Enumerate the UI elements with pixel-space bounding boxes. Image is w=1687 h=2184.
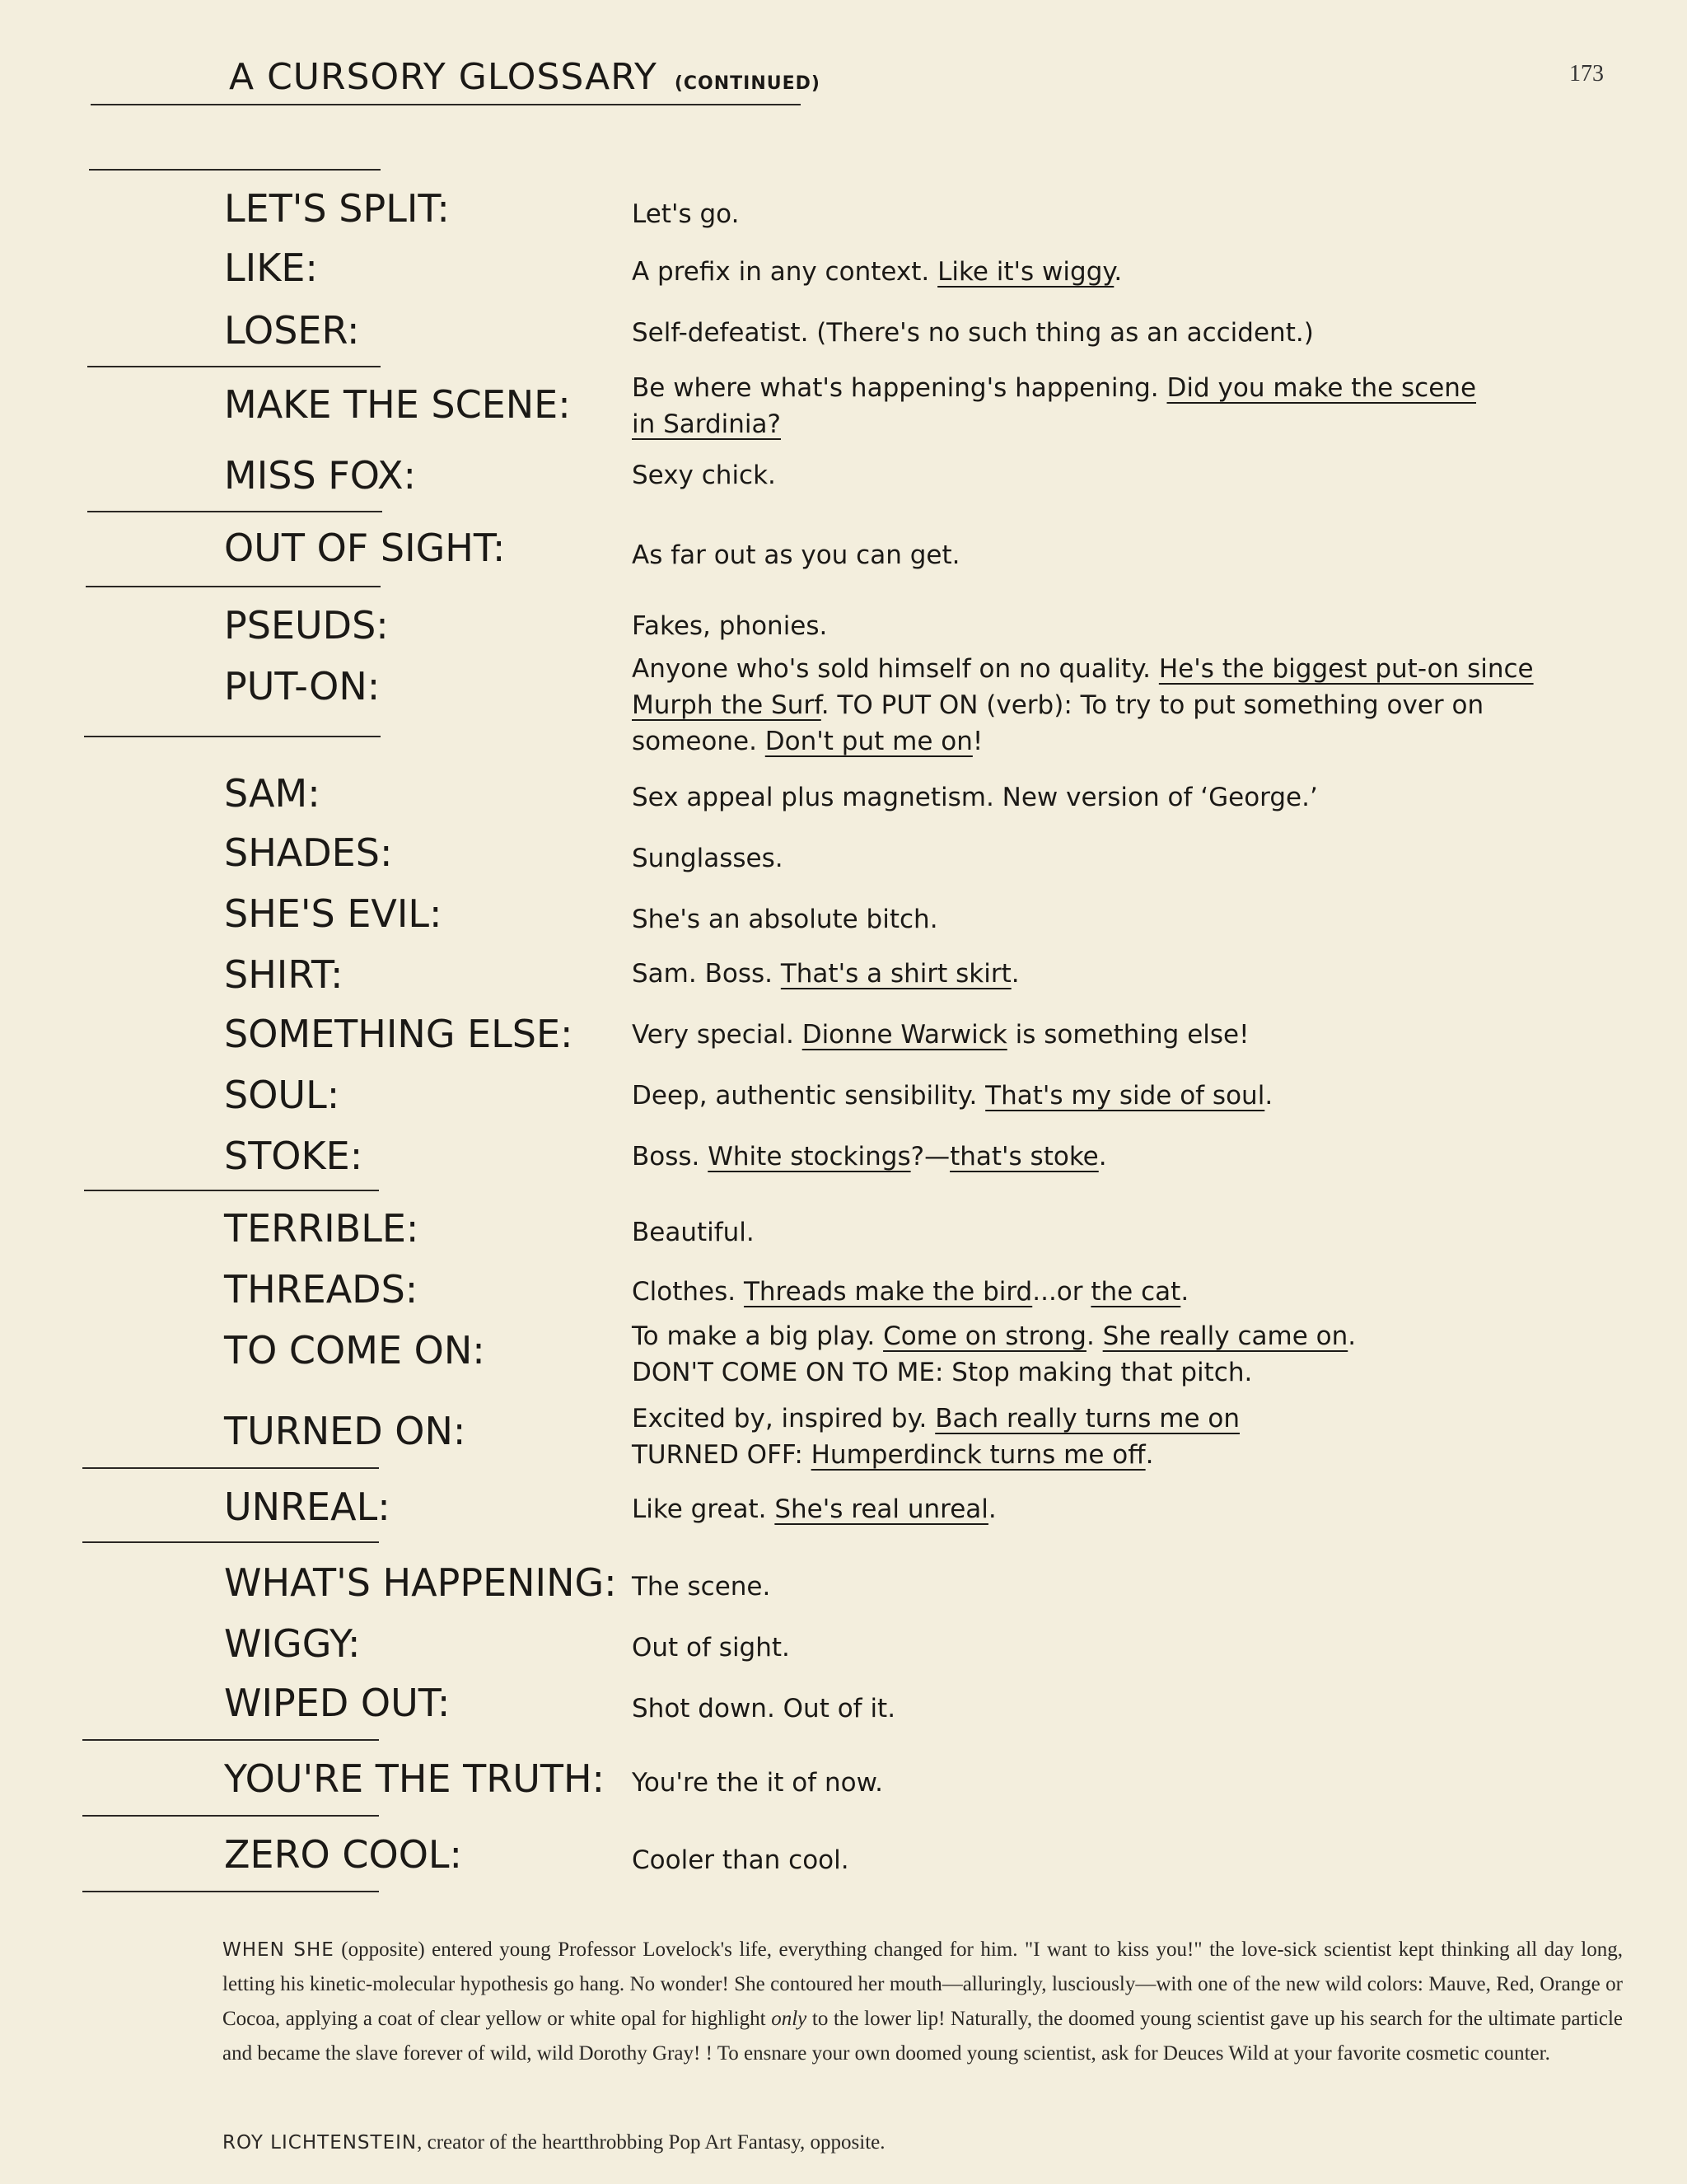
title-text: A CURSORY GLOSSARY	[229, 56, 657, 98]
glossary-definition: Beautiful.	[632, 1218, 755, 1247]
glossary-definition: Cooler than cool.	[632, 1845, 849, 1875]
section-rule	[82, 1891, 379, 1892]
glossary-term: OUT OF SIGHT:	[224, 526, 506, 570]
section-rule	[87, 366, 381, 367]
glossary-term: LET'S SPLIT:	[224, 186, 450, 231]
example-usage: Don't put me on	[764, 727, 973, 756]
glossary-term: SHIRT:	[224, 952, 343, 997]
glossary-term: PSEUDS:	[224, 603, 389, 648]
glossary-definition: Be where what's happening's happening. Did you make the scene in Sardinia?	[632, 373, 1477, 439]
example-usage: that's stoke	[950, 1142, 1099, 1172]
example-usage: That's my side of soul	[985, 1081, 1265, 1111]
example-usage: She really came on	[1102, 1321, 1348, 1351]
section-rule	[86, 586, 381, 587]
section-rule	[82, 1815, 379, 1817]
glossary-term: THREADS:	[224, 1267, 418, 1312]
glossary-definition: Sunglasses.	[632, 844, 783, 873]
glossary-term: YOU'RE THE TRUTH:	[224, 1756, 605, 1801]
glossary-term: TO COME ON:	[224, 1328, 485, 1373]
example-usage: He's the biggest put-on since	[1158, 654, 1534, 684]
glossary-term: MISS FOX:	[224, 453, 417, 498]
glossary-definition: Sex appeal plus magnetism. New version of ‘George.’	[632, 783, 1318, 812]
page-number: 173	[1569, 61, 1604, 87]
glossary-term: ZERO COOL:	[224, 1832, 463, 1877]
section-rule	[84, 736, 381, 737]
footer-credit: ROY LICHTENSTEIN, creator of the heartthrobbing Pop Art Fantasy, opposite.	[222, 2131, 886, 2154]
glossary-term: STOKE:	[224, 1134, 363, 1178]
example-usage: Dionne Warwick	[801, 1020, 1007, 1050]
example-usage: Did you make the scene	[1166, 373, 1477, 403]
glossary-definition: Sam. Boss. That's a shirt skirt.	[632, 959, 1020, 989]
glossary-definition: Out of sight.	[632, 1633, 790, 1663]
section-rule	[84, 1190, 379, 1191]
example-usage: White stockings	[708, 1142, 911, 1172]
glossary-term: WIPED OUT:	[224, 1681, 451, 1725]
example-usage: the cat	[1091, 1277, 1181, 1307]
page-title	[229, 56, 820, 98]
glossary-definition: Very special. Dionne Warwick is something else!	[632, 1020, 1250, 1050]
glossary-term: TERRIBLE:	[224, 1206, 419, 1251]
glossary-definition: You're the it of now.	[632, 1768, 884, 1798]
section-rule	[82, 1739, 379, 1741]
glossary-definition: Like great. She's real unreal.	[632, 1494, 997, 1524]
glossary-definition: To make a big play. Come on strong. She really came on. DON'T COME ON TO ME: Stop making that pitch.	[632, 1321, 1357, 1387]
footer-lead: WHEN SHE	[222, 1939, 334, 1961]
glossary-term: SOMETHING ELSE:	[224, 1012, 573, 1056]
footer-paragraph: WHEN SHE (opposite) entered young Professor Lovelock's life, everything changed for him. "I want to kiss you!" the love-sick scientist kept thinking all day long, letting his kinetic-molecular hypothesis go hang. No wonder! She contoured her mouth—alluringly, lusciously—with one of the new wild colors: Mauve, Red, Orange or Cocoa, applying a coat of clear yellow or white opal for highlight only to the lower lip! Naturally, the doomed young scientist gave up his search for the ultimate particle and became the slave forever of wild, wild Dorothy Gray! ! To ensnare your own doomed young scientist, ask for Deuces Wild at your favorite cosmetic counter.	[222, 1938, 1623, 2065]
glossary-term: SHADES:	[224, 830, 393, 875]
glossary-definition: Sexy chick.	[632, 461, 776, 490]
glossary-definition: Shot down. Out of it.	[632, 1694, 896, 1723]
glossary-definition: As far out as you can get.	[632, 540, 960, 570]
glossary-term: UNREAL:	[224, 1485, 390, 1529]
glossary-definition: Fakes, phonies.	[632, 611, 828, 641]
header-rule	[91, 104, 801, 105]
title-continued: (CONTINUED)	[674, 73, 820, 94]
section-rule	[82, 1467, 379, 1469]
glossary-term: PUT-ON:	[224, 664, 381, 709]
example-usage: in Sardinia?	[632, 409, 781, 439]
glossary-term: SHE'S EVIL:	[224, 891, 442, 936]
glossary-definition: Clothes. Threads make the bird...or the cat.	[632, 1277, 1189, 1307]
example-usage: She's real unreal	[774, 1494, 988, 1524]
glossary-term: MAKE THE SCENE:	[224, 382, 571, 427]
example-usage: Murph the Surf	[632, 690, 821, 720]
glossary-term: SOUL:	[224, 1073, 340, 1117]
glossary-definition: Let's go.	[632, 199, 740, 229]
glossary-definition: Anyone who's sold himself on no quality. He's the biggest put-on since Murph the Surf. TO PUT ON (verb): To try to put something over on someone. Don't put me on!	[632, 654, 1534, 756]
section-rule	[82, 1541, 379, 1543]
glossary-definition: Excited by, inspired by. Bach really turns me on TURNED OFF: Humperdinck turns me off.	[632, 1404, 1240, 1470]
example-usage: That's a shirt skirt	[780, 959, 1012, 989]
glossary-definition: She's an absolute bitch.	[632, 905, 938, 934]
glossary-term: TURNED ON:	[224, 1409, 466, 1453]
example-usage: Like it's wiggy	[937, 257, 1115, 287]
glossary-definition: Deep, authentic sensibility. That's my side of soul.	[632, 1081, 1273, 1111]
credit-name: ROY LICHTENSTEIN	[222, 2132, 418, 2154]
section-rule	[87, 511, 382, 512]
glossary-definition: Boss. White stockings?—that's stoke.	[632, 1142, 1107, 1172]
section-rule	[89, 169, 381, 171]
glossary-term: SAM:	[224, 771, 320, 816]
example-usage: Humperdinck turns me off	[811, 1440, 1146, 1470]
example-usage: Bach really turns me on	[935, 1404, 1240, 1433]
glossary-term: WHAT'S HAPPENING:	[224, 1560, 617, 1605]
example-usage: Come on strong	[883, 1321, 1087, 1351]
example-usage: Threads make the bird	[743, 1277, 1033, 1307]
glossary-term: WIGGY:	[224, 1621, 361, 1666]
glossary-definition: The scene.	[632, 1572, 771, 1602]
glossary-term: LOSER:	[224, 308, 360, 353]
glossary-definition: A prefix in any context. Like it's wiggy.	[632, 257, 1123, 287]
glossary-definition: Self-defeatist. (There's no such thing as an accident.)	[632, 318, 1314, 348]
glossary-term: LIKE:	[224, 246, 318, 290]
